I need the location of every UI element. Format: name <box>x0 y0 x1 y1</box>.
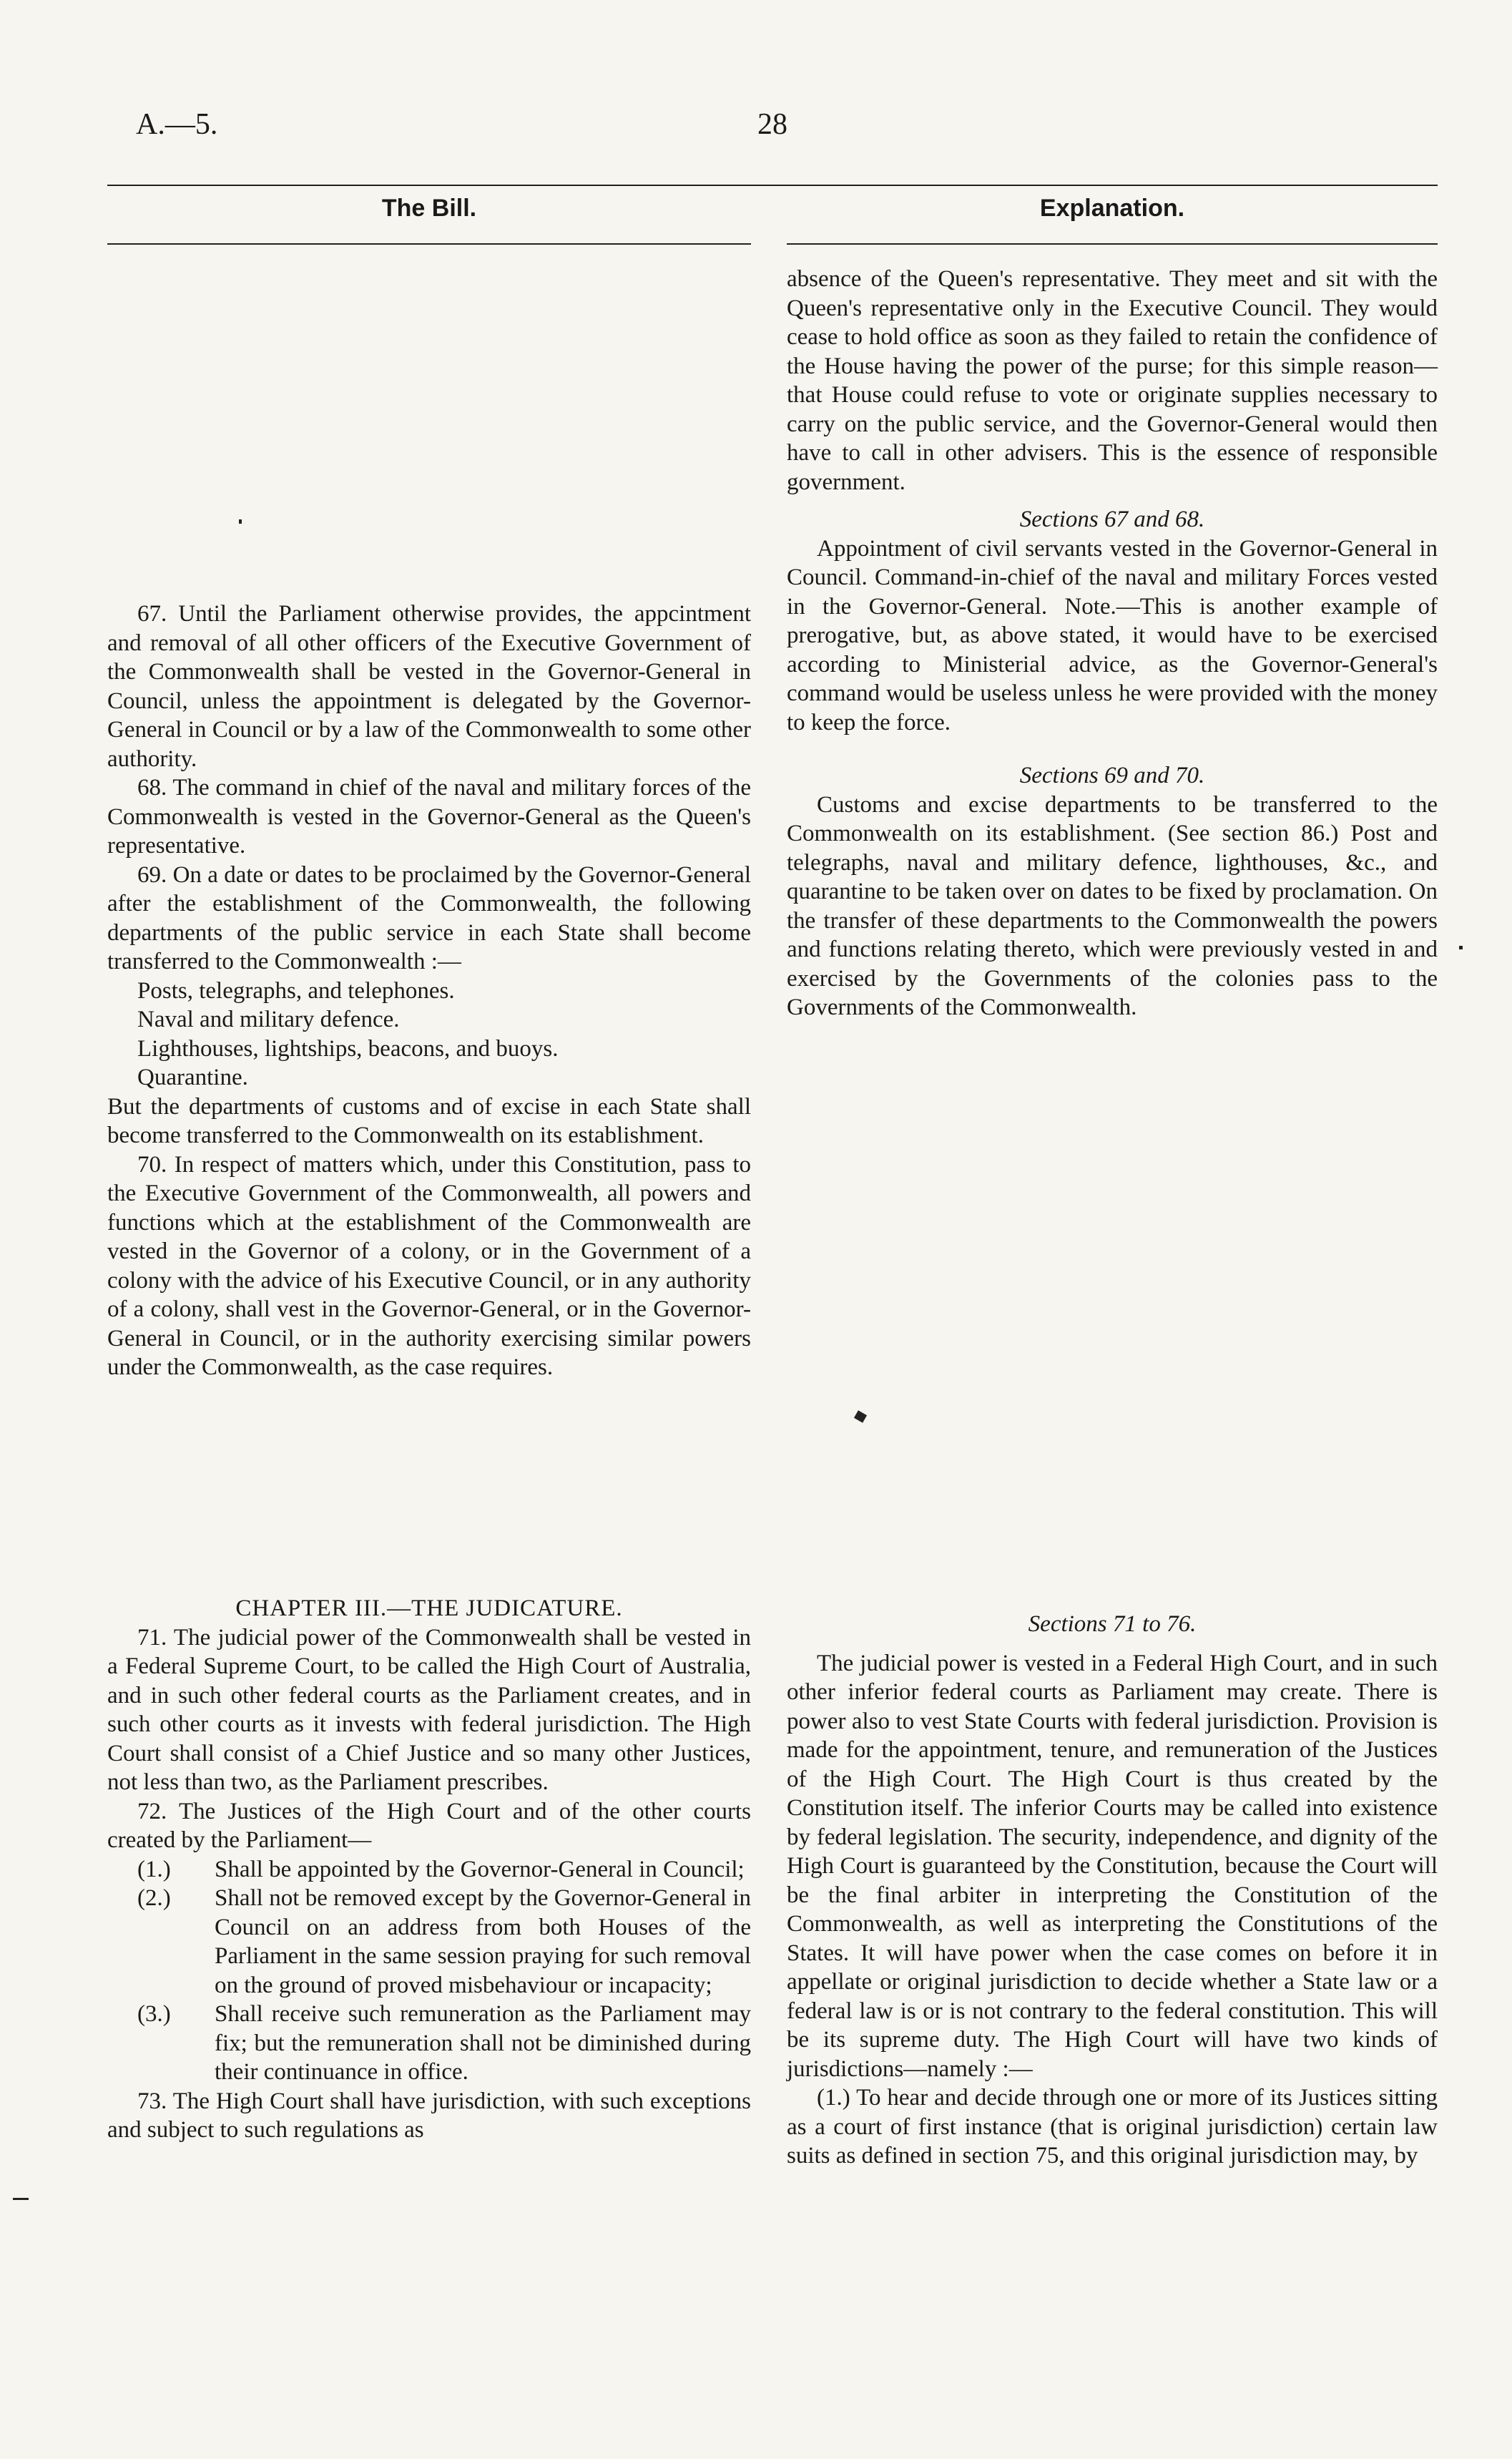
section-73: 73. The High Court shall have jurisdiction, with such exceptions and subject to such regulations as <box>107 2088 751 2143</box>
section-72-item <box>107 2000 751 2087</box>
section-69-item: Naval and military defence. <box>137 1007 400 1032</box>
section-71: 71. The judicial power of the Commonwealth shall be vested in a Federal Supreme Court, to be called the High Court of Australia, and in such other federal courts as the Parliament creates, and in such other courts as it invests with federal jurisdiction. The High Court shall consist of a Chief Justice and so many other Justices, not less than two, as the Parliament prescribes. <box>107 1624 751 1795</box>
explanation-column-upper <box>787 265 1438 1022</box>
margin-mark <box>13 2198 29 2200</box>
list-text: Shall not be removed except by the Governor-General in Council on an address from both Houses of the Parliament in the same session praying for such removal on the ground of proved misbehaviour or incapacity; <box>215 1885 751 1998</box>
page-number: 28 <box>757 108 787 141</box>
section-72-item <box>107 1855 751 1884</box>
section-72-item <box>107 1884 751 2000</box>
explanation-column-title: Explanation. <box>1039 195 1185 222</box>
bill-column-title: The Bill. <box>381 195 477 222</box>
section-67: 67. Until the Parliament otherwise provides, the appcintment and removal of all other officers of the Executive Government of the Commonwealth shall be vested in the Governor-General in Council, unless the appointment is delegated by the Governor-General in Council or by a law of the Commonwealth to some other authority. <box>107 601 751 772</box>
chapter-heading: CHAPTER III.—THE JUDICATURE. <box>235 1595 623 1621</box>
bill-column-upper <box>107 600 751 1382</box>
explanation-71-item-1: (1.) To hear and decide through one or more of its Justices sitting as a court of first instance (that is original jurisdiction) certain law suits as defined in section 75, and this original jurisdiction may, by <box>787 2085 1438 2169</box>
explanation-title-rule <box>787 243 1438 245</box>
section-70: 70. In respect of matters which, under this Constitution, pass to the Executive Government of the Commonwealth, all powers and functions which at the establishment of the Commonwealth are vested in the Governor of a colony, or in the Government of a colony with the advice of his Executive Council, or in any authority of a colony, shall vest in the Governor-General, or in the Governor-General in Council, or in the authority exercising similar powers under the Commonwealth, as the case requires. <box>107 1151 751 1380</box>
bill-column-lower <box>107 1594 751 2145</box>
explanation-71-76: The judicial power is vested in a Federal High Court, and in such other inferior federal courts as Parliament may create. There is power also to vest State Courts with federal jurisdiction. Provision is made for the appointment, tenure, and remuneration of the Justices of the High Court. The High Court is thus created by the Constitution itself. The inferior Courts may be called into existence by federal legislation. The security, independence, and dignity of the High Court is guaranteed by the Constitution, because the Court will be the final arbiter in interpreting the Constitution of the Commonwealth, as well as interpreting the Constitutions of the States. It will have power when the case comes on before it in appellate or original jurisdiction to decide whether a State law or a federal law is or is not contrary to the federal constitution. This will be its supreme duty. The High Court will have two kinds of jurisdictions—namely :— <box>787 1650 1438 2082</box>
explanation-column-lower <box>787 1610 1438 2171</box>
list-number: (2.) <box>137 1885 171 1911</box>
print-speck <box>239 519 242 524</box>
list-text: Shall receive such remuneration as the Parliament may fix; but the remuneration shall not be diminished during their continuance in office. <box>215 2001 751 2085</box>
heading-sections-69-70: Sections 69 and 70. <box>1019 763 1205 788</box>
list-number: (3.) <box>137 2001 171 2027</box>
section-69-intro: 69. On a date or dates to be proclaimed by the Governor-General after the establishment of the Commonwealth, the following departments of the public service in each State shall become transferred to the Commonwealth :— <box>107 861 751 974</box>
heading-sections-71-76: Sections 71 to 76. <box>1028 1611 1197 1637</box>
section-69-item: Posts, telegraphs, and telephones. <box>137 977 455 1004</box>
page-reference: A.—5. <box>136 108 218 141</box>
heading-sections-67-68: Sections 67 and 68. <box>1019 507 1205 532</box>
section-69-item: Quarantine. <box>137 1065 248 1090</box>
header-rule <box>107 185 1438 186</box>
explanation-69-70: Customs and excise departments to be transferred to the Commonwealth on its establishment. (See section 86.) Post and telegraphs, naval and military defence, lighthouses, &c., and quarantine to be taken over on dates to be fixed by proclamation. On the transfer of these departments to the Commonwealth the powers and functions relating thereto, which were previously vested in and exercised by the Governments of the colonies pass to the Governments of the Commonwealth. <box>787 791 1438 1020</box>
section-69-item: Lighthouses, lightships, beacons, and buoys. <box>137 1035 559 1062</box>
list-text: Shall be appointed by the Governor-General in Council; <box>215 1856 745 1882</box>
explanation-67-68: Appointment of civil servants vested in the Governor-General in Council. Command-in-chief of the naval and military Forces vested in the Governor-General. Note.—This is another example of prerogative, but, as above stated, it would have to be exercised according to Ministerial advice, as the Governor-General's command would be useless unless he were provided with the money to keep the force. <box>787 535 1438 735</box>
list-number: (1.) <box>137 1856 171 1882</box>
page-header <box>107 107 1438 150</box>
bill-title-rule <box>107 243 751 245</box>
explanation-continuation: absence of the Queen's representative. They meet and sit with the Queen's representative only in the Executive Council. They would cease to hold office as soon as they failed to retain the confidence of the House having the power of the purse; for this simple reason—that House could refuse to vote or originate supplies necessary to carry on the public service, and the Governor-General would then have to call in other advisers. This is the essence of responsible government. <box>787 266 1438 495</box>
section-72-intro: 72. The Justices of the High Court and of the other courts created by the Parliament— <box>107 1798 751 1853</box>
print-speck <box>1459 946 1463 949</box>
print-speck <box>854 1410 867 1422</box>
section-69-tail: But the departments of customs and of excise in each State shall become transferred to the Commonwealth on its establishment. <box>107 1093 751 1148</box>
section-68: 68. The command in chief of the naval and military forces of the Commonwealth is vested in the Governor-General as the Queen's representative. <box>107 775 751 859</box>
